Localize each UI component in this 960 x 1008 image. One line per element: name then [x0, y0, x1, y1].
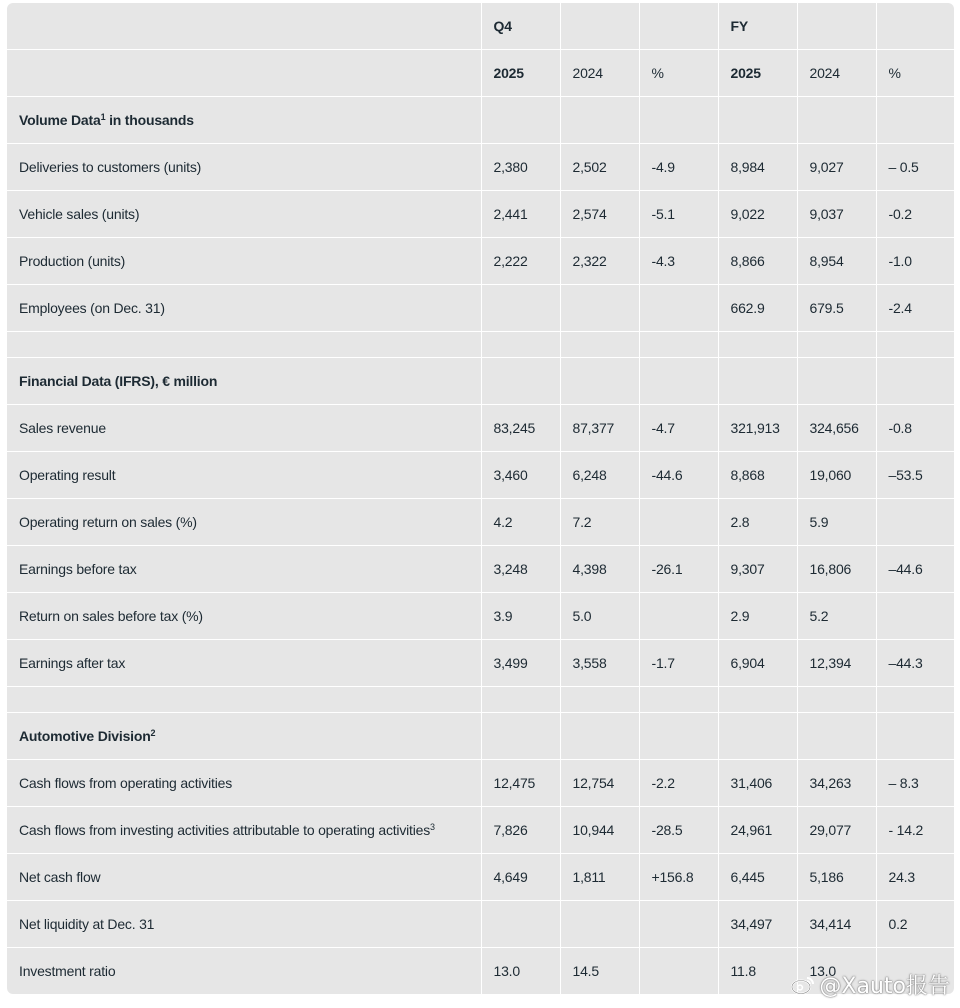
cell-fy-pct: – 0.5	[876, 144, 954, 191]
cell-fy-pct	[876, 593, 954, 640]
table-row	[7, 499, 954, 546]
cell-q4-2025: 3.9	[481, 593, 560, 640]
cell-q4-2025: 4,649	[481, 854, 560, 901]
cell-q4-2025: 3,248	[481, 546, 560, 593]
cell-q4-2024: 2,322	[560, 238, 639, 285]
cell-q4-pct	[639, 948, 718, 995]
cell-q4-pct: -44.6	[639, 452, 718, 499]
cell-q4-2024: 6,248	[560, 452, 639, 499]
cell-fy-2025: 662.9	[718, 285, 797, 332]
row-label: Production (units)	[7, 238, 481, 285]
table-row	[7, 760, 954, 807]
cell-q4-2025: 2,380	[481, 144, 560, 191]
cell-fy-pct: -0.8	[876, 405, 954, 452]
cell-fy-2024: 5,186	[797, 854, 876, 901]
cell-q4-2025: 4.2	[481, 499, 560, 546]
cell-q4-2025: 12,475	[481, 760, 560, 807]
cell-q4-2024: 2,574	[560, 191, 639, 238]
cell-q4-2025	[481, 901, 560, 948]
cell-fy-2024: 19,060	[797, 452, 876, 499]
cell-fy-pct	[876, 499, 954, 546]
cell-fy-2025: 31,406	[718, 760, 797, 807]
header-fy: FY	[718, 3, 797, 50]
cell-q4-2024: 12,754	[560, 760, 639, 807]
cell-q4-2024: 4,398	[560, 546, 639, 593]
header-row-years	[7, 50, 954, 97]
table-row	[7, 901, 954, 948]
row-label: Vehicle sales (units)	[7, 191, 481, 238]
cell-q4-2025: 3,460	[481, 452, 560, 499]
row-label: Sales revenue	[7, 405, 481, 452]
cell-q4-2024: 1,811	[560, 854, 639, 901]
table-row	[7, 546, 954, 593]
cell-fy-pct: - 14.2	[876, 807, 954, 854]
cell-fy-pct: – 8.3	[876, 760, 954, 807]
cell-q4-pct: -2.2	[639, 760, 718, 807]
cell-q4-2024: 2,502	[560, 144, 639, 191]
row-label: Cash flows from operating activities	[7, 760, 481, 807]
cell-fy-2025: 9,307	[718, 546, 797, 593]
cell-fy-2025: 2.8	[718, 499, 797, 546]
cell-q4-2024: 7.2	[560, 499, 639, 546]
table-row	[7, 405, 954, 452]
cell-q4-2025: 7,826	[481, 807, 560, 854]
cell-fy-2025: 9,022	[718, 191, 797, 238]
spacer-row	[7, 332, 954, 358]
cell-q4-pct: -1.7	[639, 640, 718, 687]
row-label: Operating return on sales (%)	[7, 499, 481, 546]
cell-fy-2024: 5.9	[797, 499, 876, 546]
table-row	[7, 807, 954, 854]
row-label: Investment ratio	[7, 948, 481, 995]
cell-fy-2024: 34,414	[797, 901, 876, 948]
cell-q4-2024: 5.0	[560, 593, 639, 640]
cell-fy-2024: 16,806	[797, 546, 876, 593]
cell-q4-2025: 2,441	[481, 191, 560, 238]
row-label: Operating result	[7, 452, 481, 499]
watermark-text: @Xauto报告	[819, 974, 950, 999]
kpi-table-container	[7, 3, 954, 994]
weibo-icon	[791, 975, 815, 995]
header-q4: Q4	[481, 3, 560, 50]
row-label: Net liquidity at Dec. 31	[7, 901, 481, 948]
cell-q4-2024	[560, 285, 639, 332]
cell-fy-2024: 13.0	[797, 948, 876, 995]
cell-q4-2024: 3,558	[560, 640, 639, 687]
cell-q4-2024: 10,944	[560, 807, 639, 854]
cell-q4-pct	[639, 285, 718, 332]
cell-q4-2025	[481, 285, 560, 332]
cell-q4-pct: -28.5	[639, 807, 718, 854]
cell-fy-pct: –44.6	[876, 546, 954, 593]
cell-fy-2024: 5.2	[797, 593, 876, 640]
cell-fy-2024: 9,037	[797, 191, 876, 238]
row-label: Net cash flow	[7, 854, 481, 901]
cell-q4-pct	[639, 901, 718, 948]
section-header-automotive	[7, 713, 954, 760]
cell-fy-pct: -1.0	[876, 238, 954, 285]
row-label: Cash flows from investing activities attributable to operating activities$^3$	[7, 807, 481, 854]
cell-q4-pct	[639, 499, 718, 546]
cell-q4-2025: 83,245	[481, 405, 560, 452]
cell-fy-2024: 34,263	[797, 760, 876, 807]
header-fy-pct: %	[876, 50, 954, 97]
cell-q4-pct: -4.3	[639, 238, 718, 285]
cell-fy-2024: 324,656	[797, 405, 876, 452]
table-row	[7, 452, 954, 499]
table-row	[7, 144, 954, 191]
table-row	[7, 191, 954, 238]
header-q4-pct: %	[639, 50, 718, 97]
cell-q4-2025: 13.0	[481, 948, 560, 995]
row-label: Earnings after tax	[7, 640, 481, 687]
row-label: Deliveries to customers (units)	[7, 144, 481, 191]
cell-fy-2025: 321,913	[718, 405, 797, 452]
section-title-volume: Volume Data$^1$ in thousands	[7, 97, 481, 144]
cell-fy-2024: 12,394	[797, 640, 876, 687]
cell-q4-pct: -26.1	[639, 546, 718, 593]
section-header-financial	[7, 358, 954, 405]
cell-fy-2025: 8,984	[718, 144, 797, 191]
section-header-volume	[7, 97, 954, 144]
cell-fy-pct: -0.2	[876, 191, 954, 238]
cell-fy-2025: 2.9	[718, 593, 797, 640]
cell-fy-pct: -2.4	[876, 285, 954, 332]
header-q4-2024: 2024	[560, 50, 639, 97]
cell-q4-2025: 3,499	[481, 640, 560, 687]
table-row	[7, 593, 954, 640]
cell-q4-2024: 87,377	[560, 405, 639, 452]
cell-fy-pct: 0.2	[876, 901, 954, 948]
cell-fy-2024: 29,077	[797, 807, 876, 854]
row-label: Earnings before tax	[7, 546, 481, 593]
cell-q4-pct: -4.9	[639, 144, 718, 191]
header-row-period	[7, 3, 954, 50]
section-title-automotive: Automotive Division$^2$	[7, 713, 481, 760]
table-row	[7, 854, 954, 901]
cell-q4-2024	[560, 901, 639, 948]
cell-q4-pct: -5.1	[639, 191, 718, 238]
cell-fy-2024: 8,954	[797, 238, 876, 285]
row-label: Return on sales before tax (%)	[7, 593, 481, 640]
cell-fy-2025: 6,445	[718, 854, 797, 901]
cell-q4-2024: 14.5	[560, 948, 639, 995]
kpi-table	[7, 3, 954, 994]
row-label: Employees (on Dec. 31)	[7, 285, 481, 332]
cell-q4-pct	[639, 593, 718, 640]
cell-q4-2025: 2,222	[481, 238, 560, 285]
cell-fy-2025: 34,497	[718, 901, 797, 948]
cell-q4-pct: -4.7	[639, 405, 718, 452]
watermark	[791, 969, 950, 1000]
cell-fy-2025: 8,866	[718, 238, 797, 285]
table-row	[7, 238, 954, 285]
section-title-financial: Financial Data (IFRS), € million	[7, 358, 481, 405]
header-q4-2025: 2025	[481, 50, 560, 97]
cell-fy-pct: –44.3	[876, 640, 954, 687]
table-row	[7, 640, 954, 687]
cell-fy-2025: 24,961	[718, 807, 797, 854]
cell-fy-2025: 8,868	[718, 452, 797, 499]
cell-fy-2024: 679.5	[797, 285, 876, 332]
cell-fy-2025: 6,904	[718, 640, 797, 687]
cell-q4-pct: +156.8	[639, 854, 718, 901]
cell-fy-pct: 24.3	[876, 854, 954, 901]
table-row	[7, 285, 954, 332]
header-fy-2025: 2025	[718, 50, 797, 97]
header-fy-2024: 2024	[797, 50, 876, 97]
spacer-row	[7, 687, 954, 713]
cell-fy-2025: 11.8	[718, 948, 797, 995]
cell-fy-pct: –53.5	[876, 452, 954, 499]
cell-fy-2024: 9,027	[797, 144, 876, 191]
